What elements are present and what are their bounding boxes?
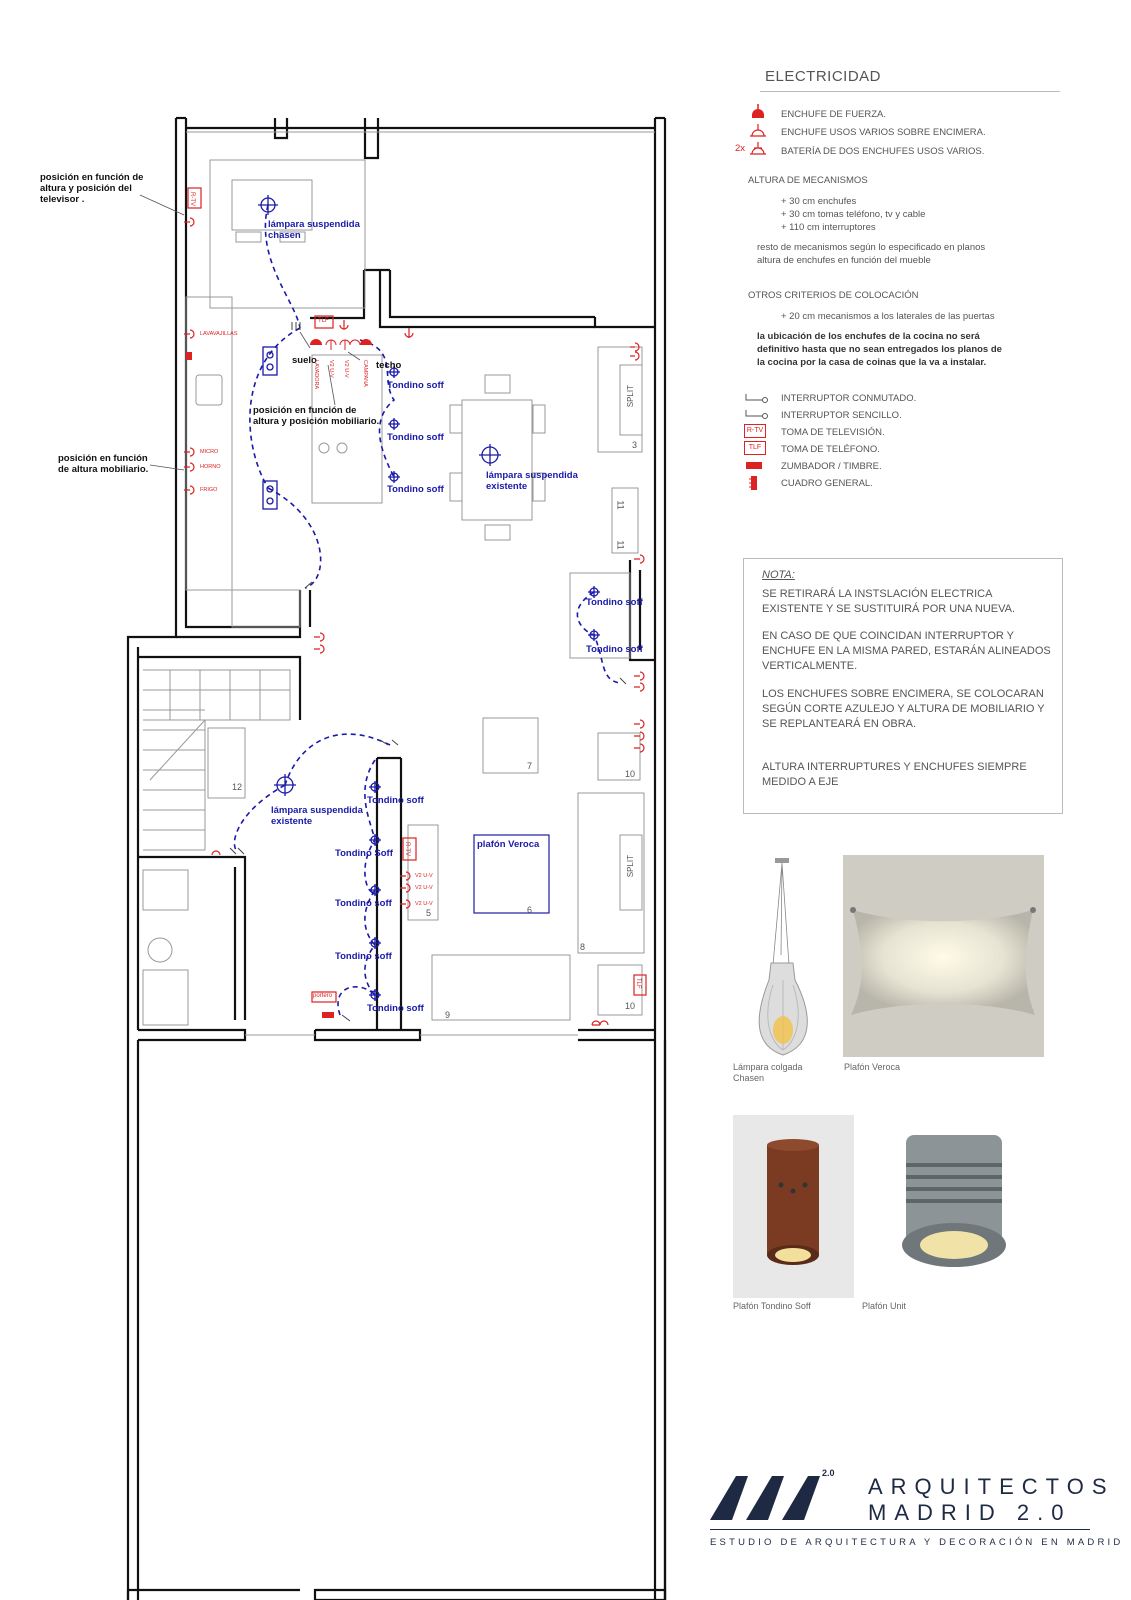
tv-outlet-icon: R-TV <box>744 424 766 438</box>
buzzer-icon <box>746 462 762 469</box>
photo-caption: Plafón Tondino Soff <box>733 1301 811 1311</box>
island-socket-label: V2 U-V <box>343 360 349 378</box>
panel-icon <box>748 474 762 492</box>
room-number: 6 <box>527 905 533 915</box>
brand-line-2: MADRID 2.0 <box>868 1500 1072 1525</box>
photo-caption: Plafón Veroca <box>844 1062 901 1072</box>
height-item: + 110 cm interruptores <box>781 222 876 233</box>
ceiling-panel-photo <box>843 855 1044 1057</box>
room-number: 9 <box>445 1010 451 1020</box>
tondino-label: Tondino soff <box>387 432 444 443</box>
lamp-label-dining <box>486 470 578 492</box>
oven-label: HORNO <box>200 464 221 470</box>
tondino-label: Tondino soff <box>586 597 643 608</box>
room-number: 12 <box>232 782 243 792</box>
kitchen-note <box>757 330 1002 369</box>
note-line: posición en función de <box>253 405 357 416</box>
room-number: 11 <box>615 540 626 550</box>
legend-item-prefix: 2x <box>735 143 746 154</box>
lamp-label-entry <box>271 805 363 827</box>
lamp-label-chasen <box>268 219 360 241</box>
room-number: 10 <box>625 1001 636 1011</box>
tondino-label: Tondino soff <box>367 1003 424 1014</box>
microwave-label: MICRO <box>200 449 219 455</box>
symbol-label: INTERRUPTOR SENCILLO. <box>781 410 902 421</box>
kitchen-note-line: la ubicación de los enchufes de la cocina no será <box>757 331 980 342</box>
island-position-note <box>253 405 379 427</box>
logo-version: 2.0 <box>822 1468 835 1478</box>
heights-note: altura de enchufes en función del mueble <box>757 255 931 266</box>
heights-note: resto de mecanismos según lo especificado en planos <box>757 242 986 253</box>
studio-logo-icon <box>708 1470 858 1524</box>
floor-label: suelo <box>292 355 317 366</box>
room-number: 5 <box>426 908 432 918</box>
room-number: 11 <box>615 500 626 510</box>
legend-title: ELECTRICIDAD <box>765 68 882 85</box>
lamp-line: lámpara suspendida <box>268 219 360 230</box>
plan-furniture <box>143 132 655 1035</box>
hood-label: CAMPANA <box>362 360 368 387</box>
lamp-label-veroca: plafón Veroca <box>477 839 540 850</box>
symbol-label: TOMA DE TELÉFONO. <box>781 444 880 455</box>
note-line: posición en función <box>58 453 148 464</box>
pendant-lamp-photo <box>733 855 838 1060</box>
kitchen-note-line: la cocina por la casa de coinas que la va a instalar. <box>757 357 987 368</box>
living-socket-label: V2 U-V <box>415 873 433 879</box>
legend-item-label: BATERÍA DE DOS ENCHUFES USOS VARIOS. <box>781 146 985 157</box>
living-socket-label: V2 U-V <box>415 901 433 907</box>
note-line: altura y posición mobiliario. <box>253 416 380 427</box>
electrical-symbols <box>184 188 646 1025</box>
power-socket-icon <box>748 104 768 120</box>
room-number: 8 <box>580 942 586 952</box>
tv-tag: R-TV <box>404 842 410 856</box>
note-line: altura y posición del <box>40 183 132 194</box>
brand-divider <box>710 1529 1090 1530</box>
note-title: NOTA: <box>762 569 795 581</box>
tondino-label: Tondino soff <box>387 380 444 391</box>
room-number: 10 <box>625 769 636 779</box>
island-sockets <box>326 340 360 350</box>
symbol-label: TOMA DE TELEVISIÓN. <box>781 427 885 438</box>
legend-divider <box>760 91 1060 92</box>
tondino-label: Tondino soff <box>335 951 392 962</box>
room-number: 7 <box>527 761 533 771</box>
symbol-label: CUADRO GENERAL. <box>781 478 873 489</box>
room-number: 3 <box>632 440 638 450</box>
tondino-label: Tondino soff <box>367 795 424 806</box>
note-paragraph: LOS ENCHUFES SOBRE ENCIMERA, SE COLOCARAN SEGÚN CORTE AZULEJO Y ALTURA DE MOBILIARIO Y SE REPLANTEARÁ EN OBRA. <box>762 688 1045 730</box>
fridge-label: FRIGO <box>200 487 218 493</box>
phone-tag: TLF <box>635 978 641 989</box>
lamp-line: existente <box>486 481 528 492</box>
tondino-label: Tondino Soff <box>335 848 393 859</box>
height-item: + 30 cm enchufes <box>781 196 857 207</box>
tondino-label: Tondino soff <box>387 484 444 495</box>
lamp-line: lámpara suspendida <box>271 805 363 816</box>
photo-caption: Plafón Unit <box>862 1301 907 1311</box>
symbol-label: ZUMBADOR / TIMBRE. <box>781 461 882 472</box>
note-box <box>743 558 1063 814</box>
washer-label: LAVADORA <box>313 360 319 390</box>
criteria-title: OTROS CRITERIOS DE COLOCACIÓN <box>748 290 919 301</box>
legend-item-label: ENCHUFE USOS VARIOS SOBRE ENCIMERA. <box>781 127 986 138</box>
dishwasher-label: LAVAVAJILLAS <box>200 331 238 337</box>
lamp-line: lámpara suspendida <box>486 470 578 481</box>
power-sockets <box>186 339 372 1018</box>
phone-tag: TLF <box>318 318 329 324</box>
countertop-socket-icon <box>748 122 768 138</box>
switch-commuted-icon <box>744 392 770 404</box>
heights-title: ALTURA DE MECANISMOS <box>748 175 868 186</box>
note-paragraph: ALTURA INTERRUPTURES Y ENCHUFES SIEMPRE MEDIDO A EJE <box>762 761 1027 788</box>
living-socket-label: V2 U-V <box>415 885 433 891</box>
ceiling-label: techo <box>376 360 402 371</box>
double-socket-icon <box>748 140 768 156</box>
photo-caption: Lámpara colgada Chasen <box>733 1062 803 1083</box>
tv-tag: R-TV <box>189 192 195 206</box>
note-paragraph: SE RETIRARÁ LA INSTSLACIÓN ELECTRICA EXISTENTE Y SE SUSTITUIRÁ POR UNA NUEVA. <box>762 588 1016 615</box>
tondino-label: Tondino soff <box>335 898 392 909</box>
note-line: posición en función de <box>40 172 144 183</box>
intercom-tag: portero <box>313 993 333 999</box>
phone-outlet-icon: TLF <box>744 441 766 455</box>
symbol-label: INTERRUPTOR CONMUTADO. <box>781 393 917 404</box>
brand-tagline: ESTUDIO DE ARQUITECTURA Y DECORACIÓN EN MADRID <box>710 1537 1124 1548</box>
height-item: + 30 cm tomas teléfono, tv y cable <box>781 209 926 220</box>
plan-walls <box>128 118 665 1600</box>
tv-position-note <box>40 172 143 205</box>
island-socket-label: V2 U-V <box>328 360 334 378</box>
brand-line-1: ARQUITECTOS <box>868 1474 1115 1499</box>
tondino-label: Tondino soff <box>586 644 643 655</box>
criteria-item: + 20 cm mecanismos a los laterales de las puertas <box>781 311 995 322</box>
note-line: televisor . <box>40 194 85 205</box>
split-label: SPLIT <box>626 385 635 408</box>
lamp-line: chasen <box>268 230 301 241</box>
split-label: SPLIT <box>626 855 635 878</box>
spotlight-brown-photo <box>733 1115 854 1298</box>
note-paragraph: EN CASO DE QUE COINCIDAN INTERRUPTOR Y ENCHUFE EN LA MISMA PARED, ESTARÁN ALINEADOS VERTICALMENTE. <box>762 630 1051 672</box>
legend-item-label: ENCHUFE DE FUERZA. <box>781 109 887 120</box>
spotlight-grey-photo <box>864 1115 1044 1298</box>
furniture-position-note <box>58 453 148 475</box>
note-line: de altura mobiliario. <box>58 464 149 475</box>
kitchen-note-line: definitivo hasta que no sean entregados los planos de <box>757 344 1002 355</box>
switch-simple-icon <box>744 408 770 420</box>
lamp-line: existente <box>271 816 313 827</box>
